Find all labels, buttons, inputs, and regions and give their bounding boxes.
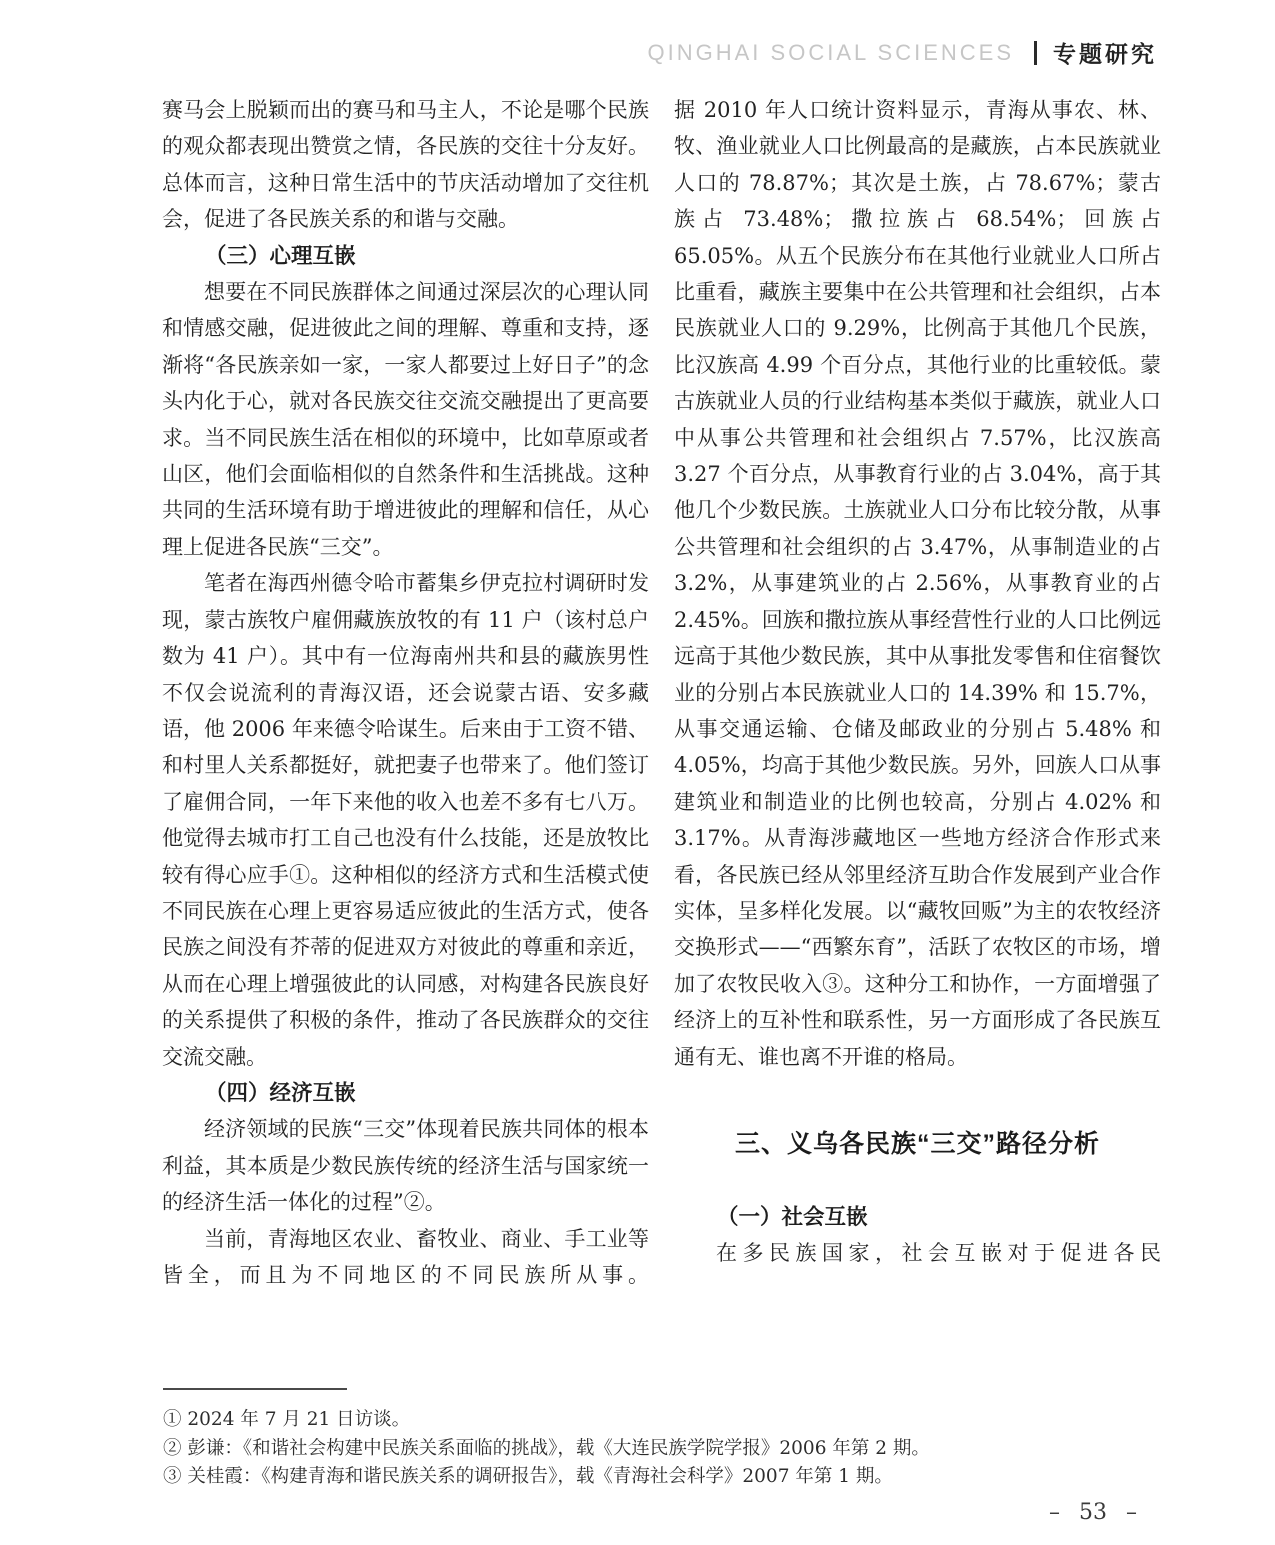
paragraph-psychological: 想要在不同民族群体之间通过深层次的心理认同和情感交融，促进彼此之间的理解、尊重和支持，逐渐将“各民族亲如一家，一家人都要过上好日子”的念头内化于心，就对各民族交往交流交融提出了更高要求。当不同民族生活在相似的环境中，比如草原或者山区，他们会面临相似的自然条件和生活挑战。这种共同的生活环境有助于增进彼此的理解和信任，从心理上促进各民族“三交”。 [162, 280, 649, 559]
section-badge: 专题研究 [1053, 41, 1157, 67]
footnote-item-2: ② 彭谦：《和谐社会构建中民族关系面临的挑战》，载《大连民族学院学报》2006 年第 2 期。 [163, 1437, 930, 1459]
left-column [162, 92, 649, 1293]
footnote-item-3: ③ 关桂霞：《构建青海和谐民族关系的调研报告》，载《青海社会科学》2007 年第 1 期。 [163, 1466, 893, 1487]
paragraph-festival-continuation: 赛马会上脱颖而出的赛马和马主人，不论是哪个民族的观众都表现出赞赏之情，各民族的交往十分友好。总体而言，这种日常生活中的节庆活动增加了交往机会，促进了各民族关系的和谐与交融。 [162, 98, 649, 232]
subsection-heading-social: （一）社会互嵌 [717, 1204, 868, 1229]
subsection-heading-economic: （四）经济互嵌 [205, 1080, 356, 1105]
right-column [674, 92, 1161, 1293]
paragraph-industries-intro: 当前，青海地区农业、畜牧业、商业、手工业等皆全，而且为不同地区的不同民族所从事。 [162, 1226, 649, 1287]
article-body [162, 92, 1161, 1293]
footnote-divider [163, 1388, 347, 1390]
header-divider [1034, 41, 1037, 65]
section-heading-path-analysis: 三、义乌各民族“三交”路径分析 [734, 1129, 1100, 1158]
footnote-item-1: ① 2024 年 7 月 21 日访谈。 [163, 1409, 411, 1430]
paragraph-census-statistics: 据 2010 年人口统计资料显示，青海从事农、林、牧、渔业就业人口比例最高的是藏族，占本民族就业人口的 78.87%；其次是土族，占 78.67%；蒙古族占 73.48%；撒拉族占 68.54%；回族占 65.05%。从五个民族分布在其他行业就业人口所占比重看，藏族主要集中在公共管理和社会组织，占本民族就业人口的 9.29%，比例高于其他几个民族，比汉族高 4.99 个百分点，其他行业的比重较低。蒙古族就业人员的行业结构基本类似于藏族，就业人口中从事公共管理和社会组织占 7.57%，比汉族高 3.27 个百分点，从事教育行业的占 3.04%，高于其他几个少数民族。土族就业人口分布比较分散，从事公共管理和社会组织的占 3.47%，从事制造业的占 3.2%，从事建筑业的占 2.56%，从事教育业的占 2.45%。回族和撒拉族从事经营性行业的人口比例远远高于其他少数民族，其中从事批发零售和住宿餐饮业的分别占本民族就业人口的 14.39% 和 15.7%，从事交通运输、仓储及邮政业的分别占 5.48% 和 4.05%，均高于其他少数民族。另外，回族人口从事建筑业和制造业的比例也较高，分别占 4.02% 和 3.17%。从青海涉藏地区一些地方经济合作形式来看，各民族已经从邻里经济互助合作发展到产业合作实体，呈多样化发展。以“藏牧回贩”为主的农牧经济交换形式——“西繁东育”，活跃了农牧区的市场，增加了农牧民收入③。这种分工和协作，一方面增强了经济上的互补性和联系性，另一方面形成了各民族互通有无、谁也离不开谁的格局。 [674, 98, 1161, 1069]
page-header [0, 36, 1157, 69]
journal-name-en: QINGHAI SOCIAL SCIENCES [647, 39, 1014, 65]
paragraph-social-embedding: 在多民族国家，社会互嵌对于促进各民 [716, 1241, 1161, 1266]
page-number: – 53 – [1049, 1500, 1137, 1525]
paragraph-economic-essence: 经济领域的民族“三交”体现着民族共同体的根本利益，其本质是少数民族传统的经济生活与国家统一的经济生活一体化的过程”②。 [162, 1117, 649, 1215]
paragraph-fieldwork-case: 笔者在海西州德令哈市蓄集乡伊克拉村调研时发现，蒙古族牧户雇佣藏族放牧的有 11 户（该村总户数为 41 户）。其中有一位海南州共和县的藏族男性不仅会说流利的青海汉语，还会说蒙古语、安多藏语，他 2006 年来德令哈谋生。后来由于工资不错、和村里人关系都挺好，就把妻子也带来了。他们签订了雇佣合同，一年下来他的收入也差不多有七八万。他觉得去城市打工自己也没有什么技能，还是放牧比较有得心应手①。这种相似的经济方式和生活模式使不同民族在心理上更容易适应彼此的生活方式，使各民族之间没有芥蒂的促进双方对彼此的尊重和亲近，从而在心理上增强彼此的认同感，对构建各民族良好的关系提供了积极的条件，推动了各民族群众的交往交流交融。 [162, 571, 649, 1069]
footnotes [163, 1388, 1173, 1492]
subsection-heading-psychological: （三）心理互嵌 [205, 243, 356, 268]
